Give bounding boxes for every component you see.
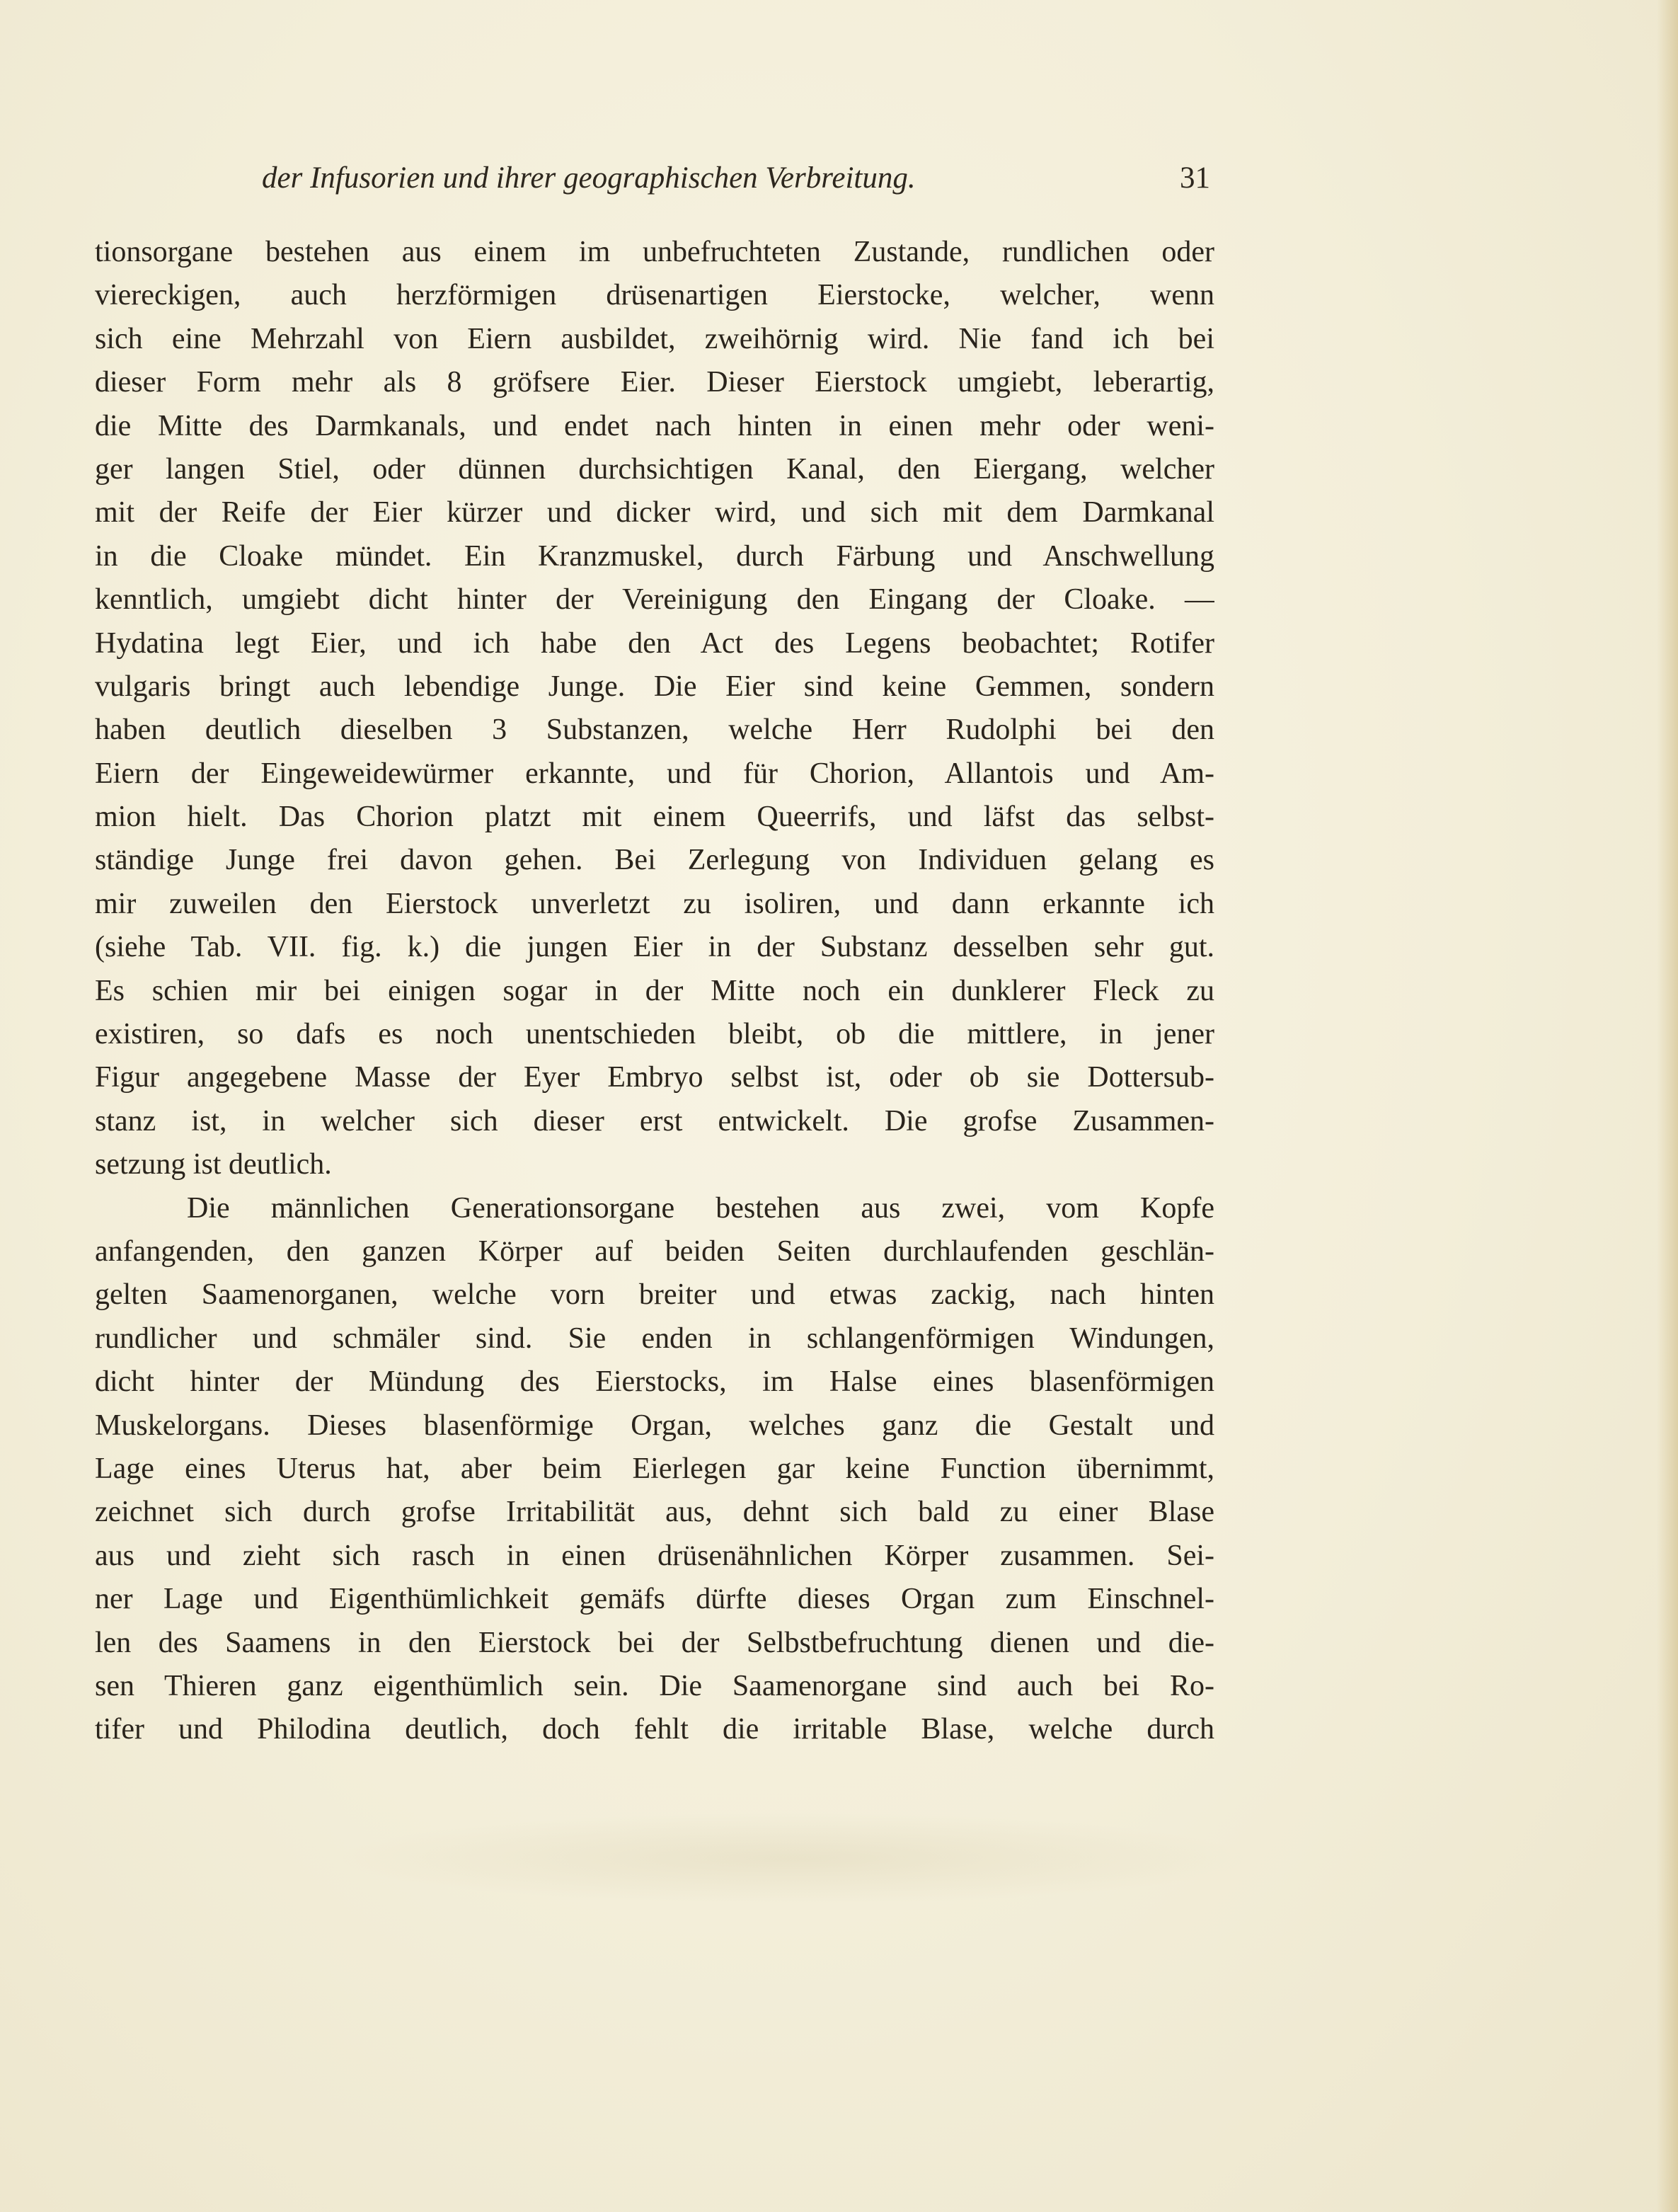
page-edge <box>1657 0 1678 2212</box>
text-line: sich eine Mehrzahl von Eiern ausbildet, zweihörnig wird. Nie fand ich bei <box>95 322 1214 355</box>
page-shadow <box>333 1812 1253 1904</box>
text-line: (siehe Tab. VII. fig. k.) die jungen Eier in der Substanz desselben sehr gut. <box>95 931 1214 964</box>
text-line: rundlicher und schmäler sind. Sie enden in schlangenförmigen Windungen, <box>95 1322 1214 1355</box>
text-line: ner Lage und Eigenthümlichkeit gemäfs dürfte dieses Organ zum Einschnel- <box>95 1583 1214 1616</box>
text-line: zeichnet sich durch grofse Irritabilität aus, dehnt sich bald zu einer Blase <box>95 1496 1214 1529</box>
text-line: viereckigen, auch herzförmigen drüsenartigen Eierstocke, welcher, wenn <box>95 279 1214 312</box>
running-head: der Infusorien und ihrer geographischen Verbreitung. <box>262 161 916 195</box>
text-line: Lage eines Uterus hat, aber beim Eierlegen gar keine Function übernimmt, <box>95 1452 1214 1485</box>
text-line: mir zuweilen den Eierstock unverletzt zu isoliren, und dann erkannte ich <box>95 887 1214 920</box>
text-line: aus und zieht sich rasch in einen drüsenähnlichen Körper zusammen. Sei- <box>95 1539 1214 1572</box>
page-number: 31 <box>1180 161 1210 195</box>
text-line: anfangenden, den ganzen Körper auf beiden Seiten durchlaufenden geschlän- <box>95 1234 1214 1268</box>
text-line: ständige Junge frei davon gehen. Bei Zerlegung von Individuen gelang es <box>95 844 1214 877</box>
text-line: stanz ist, in welcher sich dieser erst entwickelt. Die grofse Zusammen- <box>95 1104 1214 1137</box>
text-line: Figur angegebene Masse der Eyer Embryo selbst ist, oder ob sie Dottersub- <box>95 1061 1214 1094</box>
text-line: gelten Saamenorganen, welche vorn breiter und etwas zackig, nach hinten <box>95 1278 1214 1312</box>
text-line: setzung ist deutlich. <box>95 1148 332 1181</box>
body-text <box>95 231 1214 1752</box>
text-line: mion hielt. Das Chorion platzt mit einem Queerrifs, und läfst das selbst- <box>95 801 1214 834</box>
text-line: dicht hinter der Mündung des Eierstocks, im Halse eines blasenförmigen <box>95 1365 1214 1399</box>
text-line: tifer und Philodina deutlich, doch fehlt die irritable Blase, welche durch <box>95 1713 1214 1746</box>
text-line: Eiern der Eingeweidewürmer erkannte, und für Chorion, Allantois und Am- <box>95 757 1214 790</box>
text-line: Es schien mir bei einigen sogar in der Mitte noch ein dunklerer Fleck zu <box>95 974 1214 1007</box>
text-line: mit der Reife der Eier kürzer und dicker wird, und sich mit dem Darmkanal <box>95 496 1214 529</box>
text-line: sen Thieren ganz eigenthümlich sein. Die Saamenorgane sind auch bei Ro- <box>95 1669 1214 1702</box>
text-line: Die männlichen Generationsorgane bestehen aus zwei, vom Kopfe <box>187 1191 1214 1225</box>
text-line: Muskelorgans. Dieses blasenförmige Organ, welches ganz die Gestalt und <box>95 1409 1214 1442</box>
text-line: dieser Form mehr als 8 gröfsere Eier. Dieser Eierstock umgiebt, leberartig, <box>95 366 1214 399</box>
text-line: die Mitte des Darmkanals, und endet nach hinten in einen mehr oder weni- <box>95 409 1214 442</box>
text-line: ger langen Stiel, oder dünnen durchsichtigen Kanal, den Eiergang, welcher <box>95 452 1214 486</box>
text-line: tionsorgane bestehen aus einem im unbefruchteten Zustande, rundlichen oder <box>95 236 1214 268</box>
text-line: len des Saamens in den Eierstock bei der Selbstbefruchtung dienen und die- <box>95 1626 1214 1659</box>
text-line: vulgaris bringt auch lebendige Junge. Die Eier sind keine Gemmen, sondern <box>95 670 1214 703</box>
text-line: existiren, so dafs es noch unentschieden bleibt, ob die mittlere, in jener <box>95 1018 1214 1051</box>
text-line: haben deutlich dieselben 3 Substanzen, welche Herr Rudolphi bei den <box>95 714 1214 747</box>
text-line: Hydatina legt Eier, und ich habe den Act des Legens beobachtet; Rotifer <box>95 626 1214 660</box>
text-line: in die Cloake mündet. Ein Kranzmuskel, durch Färbung und Anschwellung <box>95 539 1214 573</box>
text-line: kenntlich, umgiebt dicht hinter der Vereinigung den Eingang der Cloake. — <box>95 583 1214 617</box>
